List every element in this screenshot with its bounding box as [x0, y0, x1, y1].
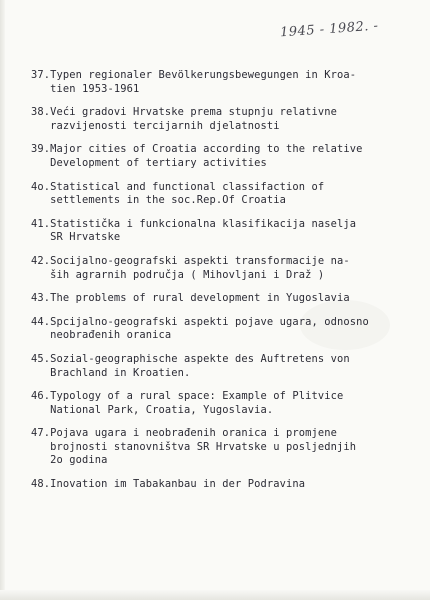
entry-title: [50, 69, 430, 96]
entry-title-line: Major cities of Croatia according to the relative: [50, 143, 363, 156]
entry-title: [50, 218, 430, 245]
list-item: [31, 478, 430, 492]
page-edge-shadow: [0, 0, 5, 600]
entry-title-line: settlements in the soc.Rep.Of Croatia: [50, 194, 287, 207]
list-item: [31, 316, 430, 343]
entry-title: [50, 390, 430, 417]
entry-title-line: Brachland in Kroatien.: [50, 366, 191, 379]
list-item: [31, 106, 430, 133]
entry-title: [50, 353, 430, 380]
entry-title-line: tien 1953-1961: [50, 82, 140, 95]
entry-title-line: Spcijalno-geografski aspekti pojave ugara, odnosno: [50, 315, 369, 328]
entry-title-line: Statistička i funkcionalna klasifikacija naselja: [50, 217, 357, 230]
handwritten-date-note: 1945 - 1982. -: [279, 18, 379, 41]
entry-title: [50, 106, 430, 133]
entry-number: 43.: [31, 292, 51, 305]
entry-title-line: The problems of rural development in Yugoslavia: [50, 292, 350, 305]
entry-title-line: Typen regionaler Bevölkerungsbewegungen in Kroa-: [50, 69, 357, 81]
entry-title-line: Socijalno-geografski aspekti transformacije na-: [50, 254, 350, 267]
entry-number: 37.: [31, 69, 51, 81]
entry-title-line: 2o godina: [50, 454, 108, 467]
entry-number: 47.: [31, 427, 51, 440]
entry-title: [50, 181, 430, 208]
entry-number: 48.: [31, 478, 51, 491]
entry-number: 45.: [31, 352, 51, 365]
entry-title: [50, 316, 430, 343]
entry-title: [50, 478, 430, 492]
list-item: [31, 390, 430, 417]
entry-title-line: Typology of a rural space: Example of Plitvice: [50, 390, 344, 403]
list-item: [31, 181, 430, 208]
entry-title-line: Pojava ugara i neobrađenih oranica i promjene: [50, 427, 338, 440]
entry-title-line: National Park, Croatia, Yugoslavia.: [50, 403, 274, 416]
entry-title-line: Development of tertiary activities: [50, 156, 267, 169]
entry-title-line: brojnosti stanovništva SR Hrvatske u posljednjih: [50, 440, 357, 453]
entry-title: [50, 143, 430, 170]
entry-title-line: razvijenosti tercijarnih djelatnosti: [50, 119, 280, 132]
entry-title-line: ših agrarnih područja ( Mihovljani i Draž ): [50, 268, 325, 281]
entry-title-line: Sozial-geographische aspekte des Auftretens von: [50, 352, 350, 365]
entry-title-line: neobrađenih oranica: [50, 329, 172, 342]
entry-number: 41.: [31, 217, 51, 230]
entry-title-line: Veći gradovi Hrvatske prema stupnju relativne: [50, 106, 338, 119]
entry-number: 38.: [31, 106, 51, 119]
list-item: [31, 255, 430, 282]
publication-list: [31, 69, 430, 502]
entry-title-line: Statistical and functional classifaction of: [50, 180, 325, 193]
page-bottom-shadow: [0, 590, 430, 600]
entry-number: 46.: [31, 390, 51, 403]
entry-title-line: SR Hrvatske: [50, 231, 121, 244]
entry-number: 42.: [31, 254, 51, 267]
entry-number: 44.: [31, 315, 51, 328]
list-item: [31, 218, 430, 245]
list-item: [31, 427, 430, 468]
entry-title-line: Inovation im Tabakanbau in der Podravina: [50, 478, 306, 491]
list-item: [31, 69, 430, 96]
entry-number: 4o.: [31, 180, 51, 193]
entry-title: [50, 255, 430, 282]
entry-title: [50, 427, 430, 468]
entry-title: [50, 292, 430, 306]
list-item: [31, 353, 430, 380]
list-item: [31, 143, 430, 170]
list-item: [31, 292, 430, 306]
entry-number: 39.: [31, 143, 51, 156]
